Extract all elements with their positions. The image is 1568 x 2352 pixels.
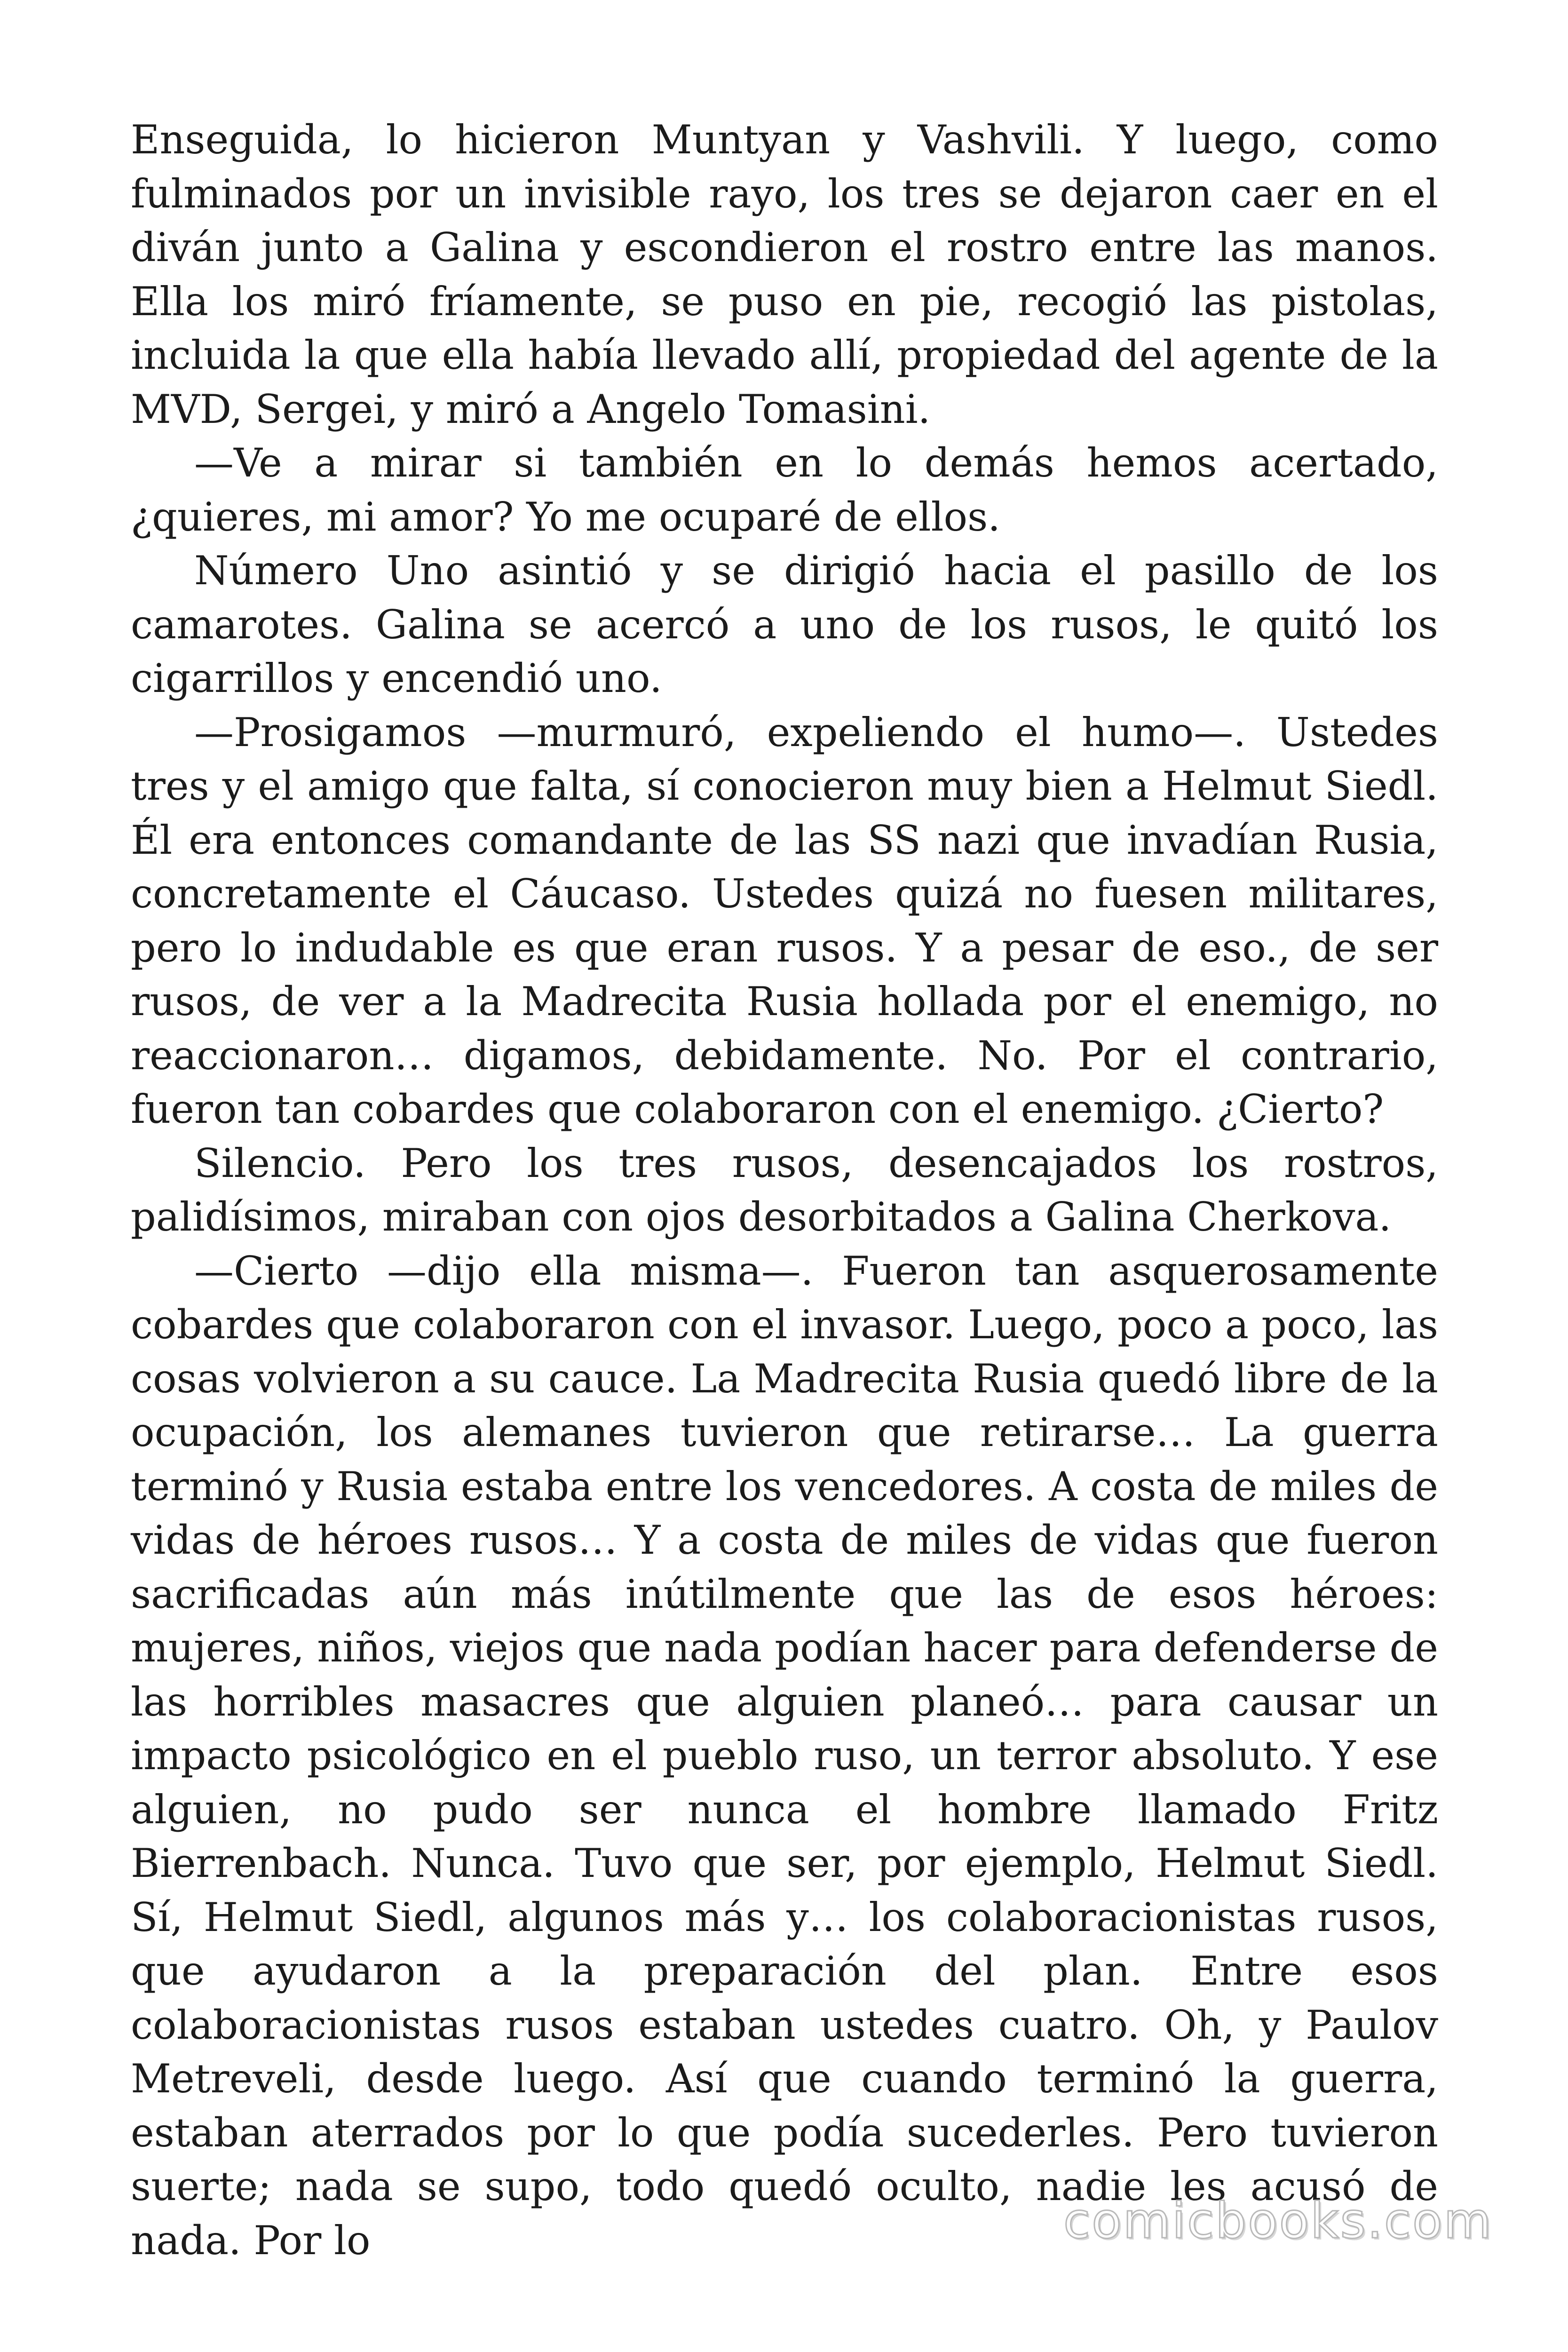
paragraph-2: —Ve a mirar si también en lo demás hemos acertado, ¿quieres, mi amor? Yo me ocuparé de ellos. bbox=[131, 440, 1438, 540]
paragraph-6: —Cierto —dijo ella misma—. Fueron tan asquerosamente cobardes que colaboraron con el invasor. Luego, poco a poco, las cosas volvieron a su cauce. La Madrecita Rusia quedó libre de la ocupación, los alemanes tuvieron que retirarse… La guerra terminó y Rusia estaba entre los vencedores. A costa de miles de vidas de héroes rusos… Y a costa de miles de vidas que fueron sacrificadas aún más inútilmente que las de esos héroes: mujeres, niños, viejos que nada podían hacer para defenderse de las horribles masacres que alguien planeó… para causar un impacto psicológico en el pueblo ruso, un terror absoluto. Y ese alguien, no pudo ser nunca el hombre llamado Fritz Bierrenbach. Nunca. Tuvo que ser, por ejemplo, Helmut Siedl. Sí, Helmut Siedl, algunos más y… los colaboracionistas rusos, que ayudaron a la preparación del plan. Entre esos colaboracionistas rusos estaban ustedes cuatro. Oh, y Paulov Metreveli, desde luego. Así que cuando terminó la guerra, estaban aterrados por lo que podía sucederles. Pero tuvieron suerte; nada se supo, todo quedó oculto, nadie les acusó de nada. Por lo bbox=[131, 1248, 1438, 2264]
paragraph-3: Número Uno asintió y se dirigió hacia el pasillo de los camarotes. Galina se acercó a uno de los rusos, le quitó los cigarrillos y encendió uno. bbox=[131, 548, 1438, 701]
watermark-logo: comicbooks.com bbox=[1063, 2192, 1493, 2249]
page-body bbox=[131, 113, 1438, 2267]
paragraph-4: —Prosigamos —murmuró, expeliendo el humo—. Ustedes tres y el amigo que falta, sí conocieron muy bien a Helmut Siedl. Él era entonces comandante de las SS nazi que invadían Rusia, concretamente el Cáucaso. Ustedes quizá no fuesen militares, pero lo indudable es que eran rusos. Y a pesar de eso., de ser rusos, de ver a la Madrecita Rusia hollada por el enemigo, no reaccionaron… digamos, debidamente. No. Por el contrario, fueron tan cobardes que colaboraron con el enemigo. ¿Cierto? bbox=[131, 709, 1438, 1132]
paragraph-5: Silencio. Pero los tres rusos, desencajados los rostros, palidísimos, miraban con ojos desorbitados a Galina Cherkova. bbox=[131, 1140, 1438, 1240]
paragraph-1: Enseguida, lo hicieron Muntyan y Vashvili. Y luego, como fulminados por un invisible rayo, los tres se dejaron caer en el diván junto a Galina y escondieron el rostro entre las manos. Ella los miró fríamente, se puso en pie, recogió las pistolas, incluida la que ella había llevado allí, propiedad del agente de la MVD, Sergei, y miró a Angelo Tomasini. bbox=[131, 117, 1438, 432]
